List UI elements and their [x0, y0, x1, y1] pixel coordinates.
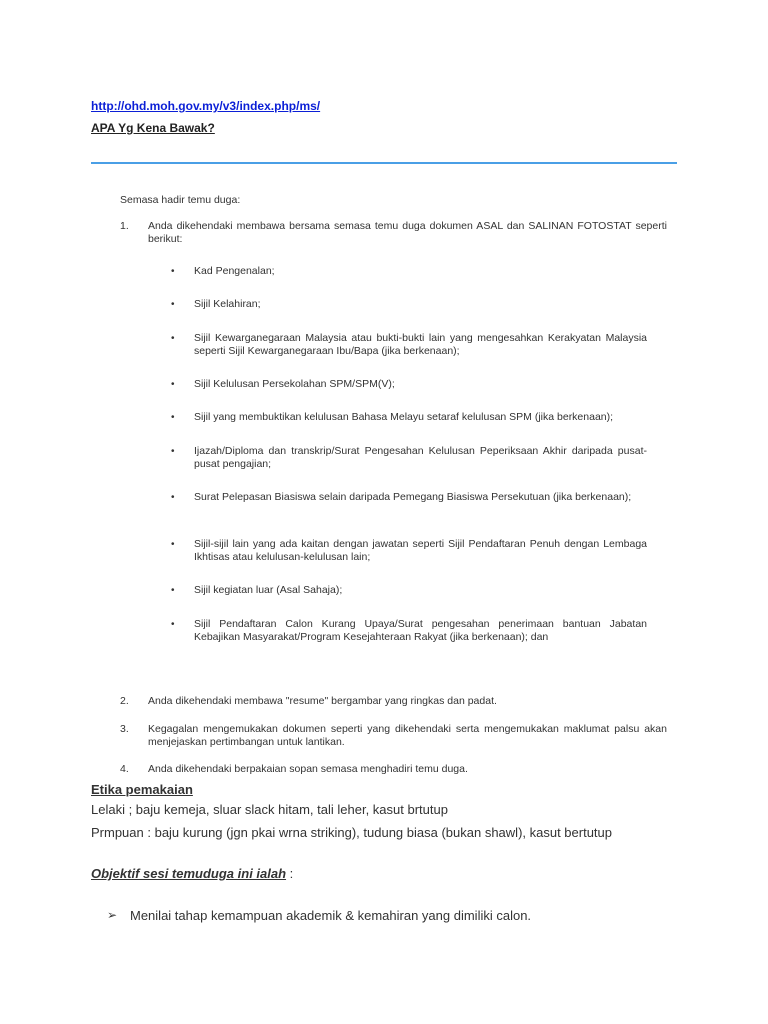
item-number: 1. [120, 220, 129, 232]
list-item-text: Sijil Kelahiran; [194, 298, 261, 310]
etika-title: Etika pemakaian [91, 782, 193, 797]
objektif-heading [91, 866, 293, 881]
list-item-text: Kad Pengenalan; [194, 265, 275, 277]
arrow-bullet-icon: ➢ [107, 908, 118, 922]
source-link[interactable]: http://ohd.moh.gov.my/v3/index.php/ms/ [91, 99, 321, 113]
bullet-icon: • [171, 619, 175, 630]
item-number: 3. [120, 723, 129, 735]
bullet-icon: • [171, 446, 175, 457]
etika-lelaki: Lelaki ; baju kemeja, sluar slack hitam, tali leher, kasut brtutup [91, 802, 448, 817]
item-text: Anda dikehendaki berpakaian sopan semasa menghadiri temu duga. [148, 763, 468, 775]
bullet-icon: • [171, 299, 175, 310]
bullet-icon: • [171, 492, 175, 503]
list-item-text: Sijil Pendaftaran Calon Kurang Upaya/Surat pengesahan penerimaan bantuan Jabatan Kebajikan Masyarakat/Program Kesejahteraan Rakyat (jika berkenaan); dan [194, 618, 647, 643]
item-number: 4. [120, 763, 129, 775]
list-item-text: Sijil Kewarganegaraan Malaysia atau bukti-bukti lain yang mengesahkan Kerakyatan Malaysia seperti Sijil Kewarganegaraan Ibu/Bapa (jika berkenaan); [194, 332, 647, 357]
item-number: 2. [120, 695, 129, 707]
page-heading: APA Yg Kena Bawak? [91, 121, 215, 135]
bullet-icon: • [171, 379, 175, 390]
bullet-icon: • [171, 412, 175, 423]
etika-prmpuan: Prmpuan : baju kurung (jgn pkai wrna striking), tudung biasa (bukan shawl), kasut bertutup [91, 825, 613, 840]
list-item-text: Sijil kegiatan luar (Asal Sahaja); [194, 584, 343, 596]
objektif-item-text: Menilai tahap kemampuan akademik & kemahiran yang dimiliki calon. [130, 908, 532, 923]
bullet-icon: • [171, 585, 175, 596]
bullet-icon: • [171, 266, 175, 277]
item-text: Anda dikehendaki membawa "resume" bergambar yang ringkas dan padat. [148, 695, 497, 707]
item-text: Kegagalan mengemukakan dokumen seperti yang dikehendaki serta mengemukakan maklumat palsu akan menjejaskan pertimbangan untuk lantikan. [148, 723, 667, 748]
list-item-text: Sijil yang membuktikan kelulusan Bahasa Melayu setaraf kelulusan SPM (jika berkenaan); [194, 411, 614, 423]
horizontal-rule [91, 162, 677, 164]
intro-text: Semasa hadir temu duga: [120, 194, 241, 206]
list-item-text: Sijil Kelulusan Persekolahan SPM/SPM(V); [194, 378, 395, 390]
bullet-icon: • [171, 333, 175, 344]
list-item-text: Surat Pelepasan Biasiswa selain daripada Pemegang Biasiswa Persekutuan (jika berkenaan); [194, 491, 632, 503]
objektif-colon: : [286, 866, 294, 881]
objektif-title: Objektif sesi temuduga ini ialah [91, 866, 287, 881]
bullet-icon: • [171, 539, 175, 550]
list-item-text: Ijazah/Diploma dan transkrip/Surat Pengesahan Kelulusan Peperiksaan Akhir daripada pusat-pusat pengajian; [194, 445, 647, 470]
list-item-text: Sijil-sijil lain yang ada kaitan dengan jawatan seperti Sijil Pendaftaran Penuh dengan Lembaga Ikhtisas atau kelulusan-kelulusan lain; [194, 538, 647, 563]
item-text: Anda dikehendaki membawa bersama semasa temu duga dokumen ASAL dan SALINAN FOTOSTAT seperti berikut: [148, 220, 667, 245]
